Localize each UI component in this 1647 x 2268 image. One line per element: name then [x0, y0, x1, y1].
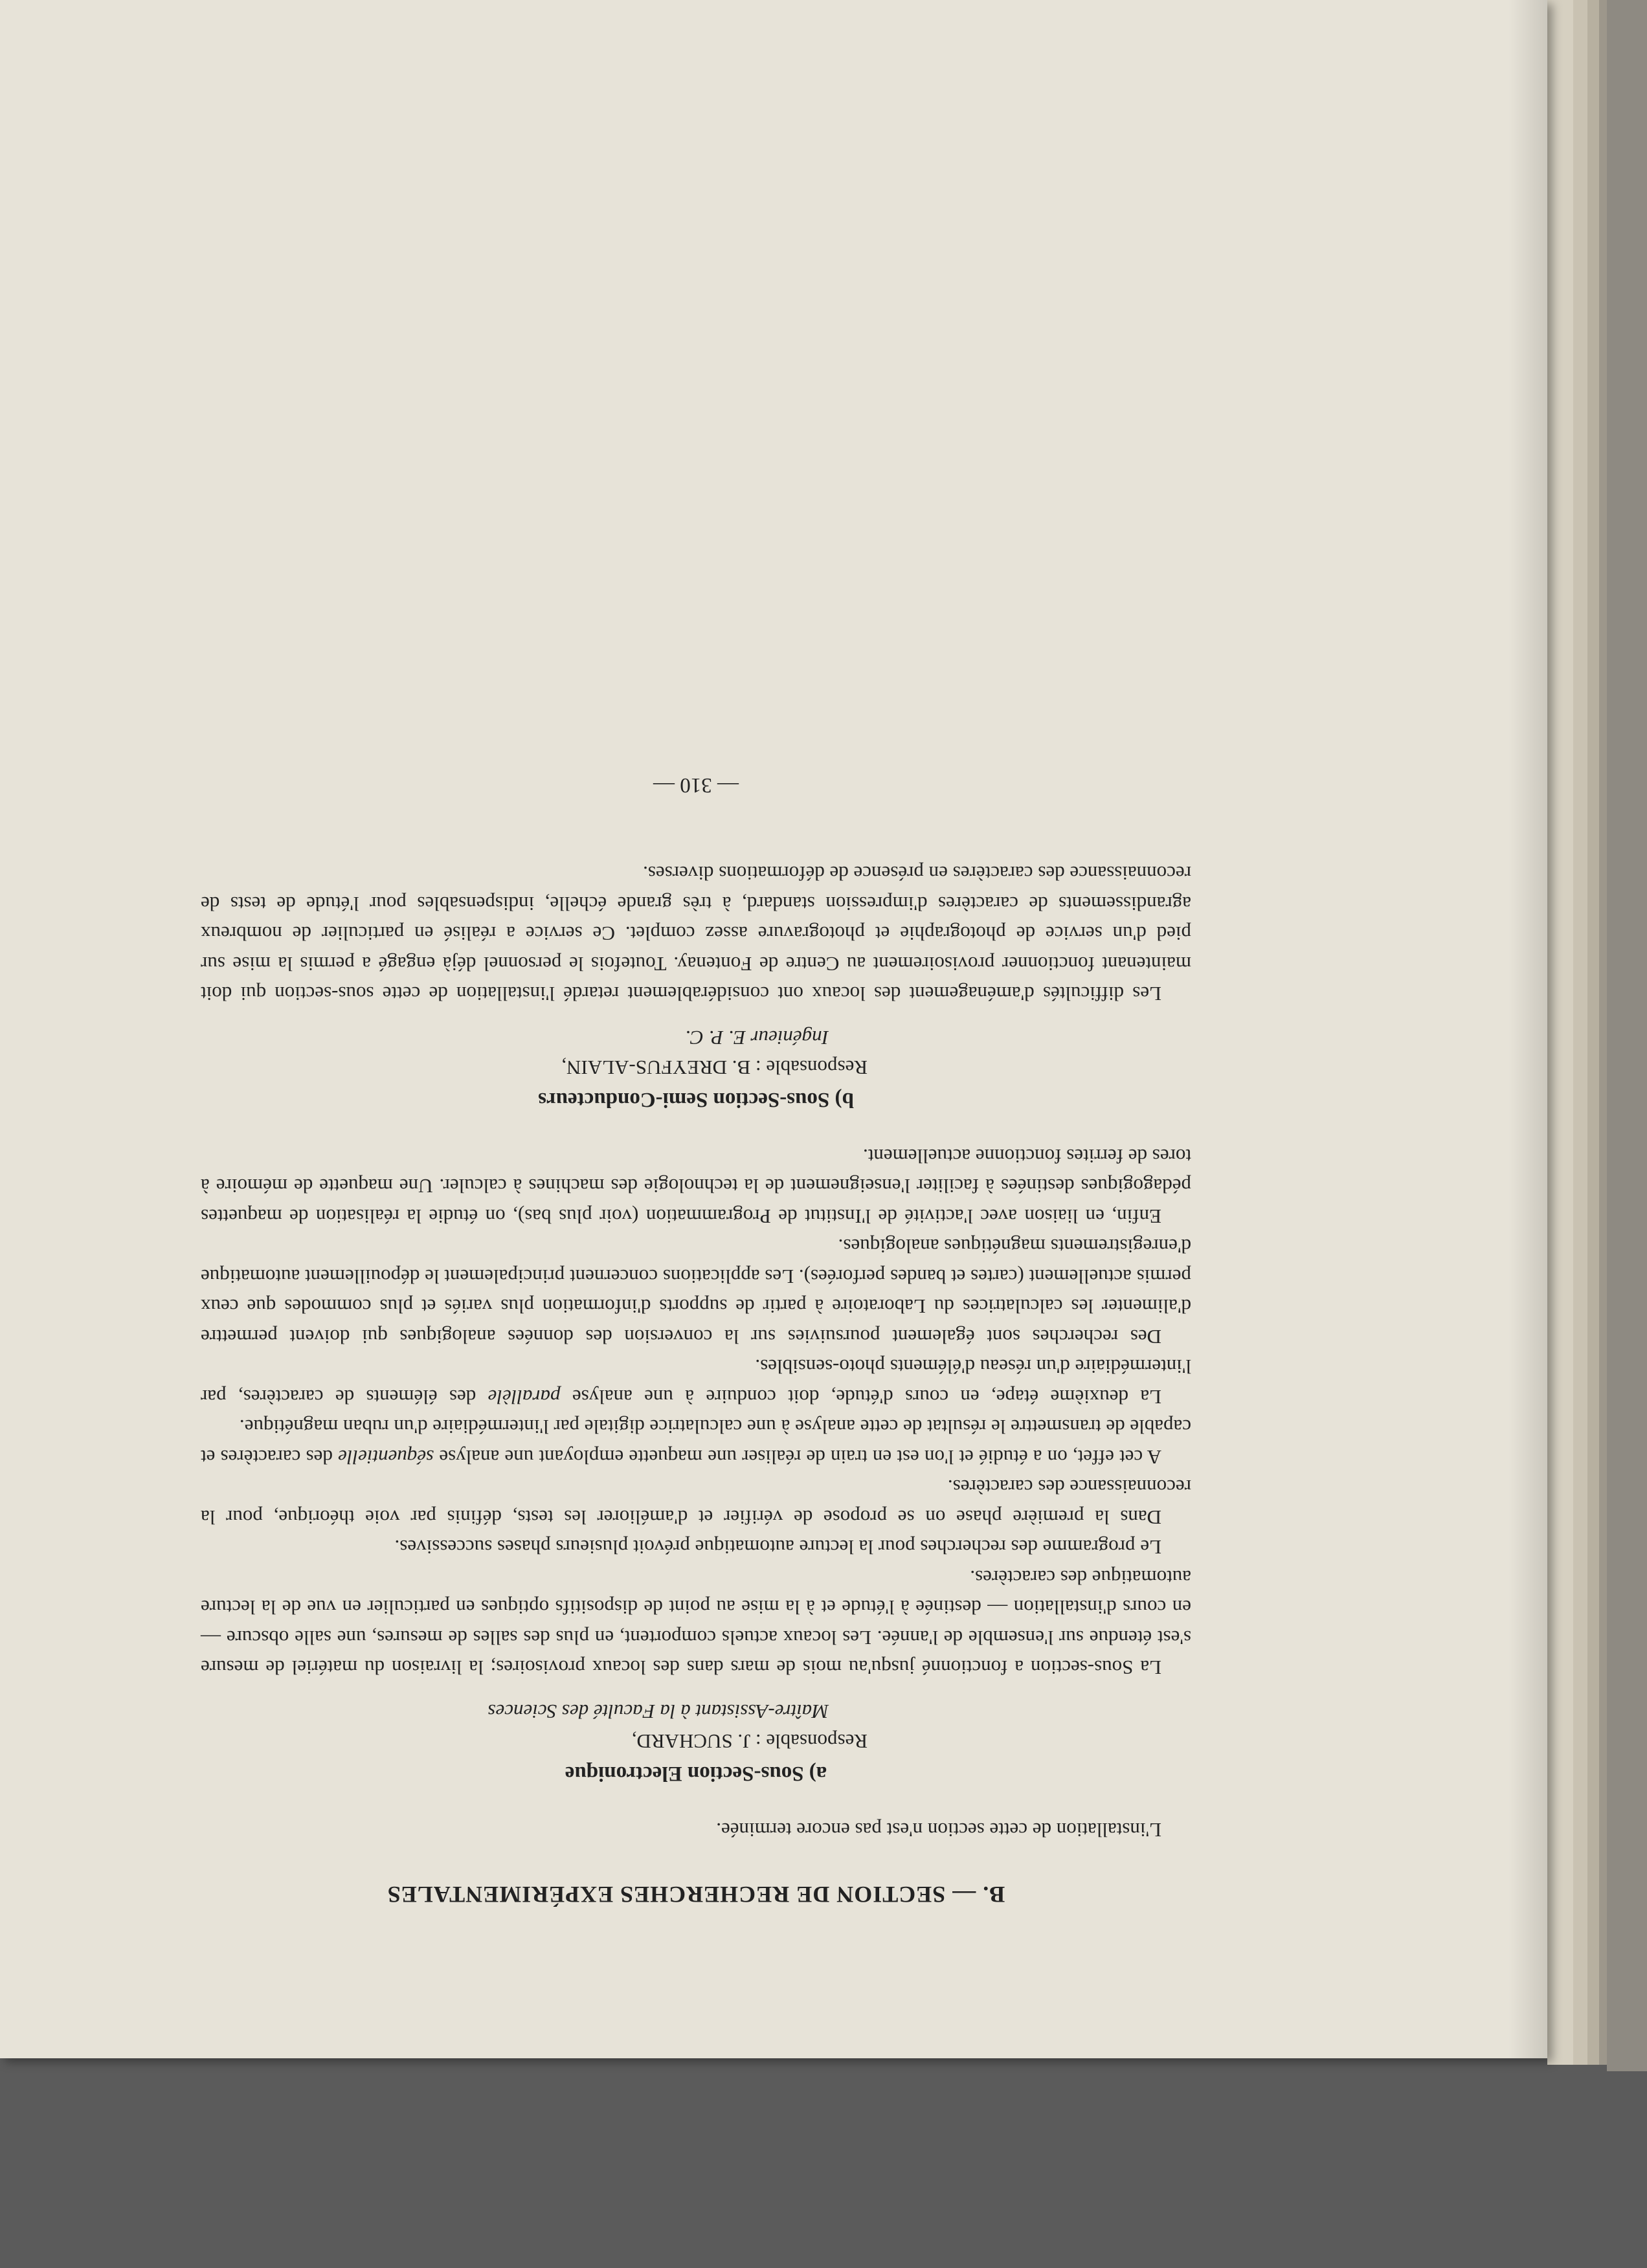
paragraph: Dans la première phase on se propose de vérifier et d'améliorer les tests, définis par voie théorique, pour la reconnaissance des caractères. — [201, 1476, 1191, 1529]
page-stack-edge — [1587, 0, 1599, 2065]
page-stack-edge — [1573, 0, 1587, 2065]
paragraph: Le programme des recherches pour la lecture automatique prévoit plusieurs phases successives. — [394, 1536, 1161, 1559]
paragraph: La Sous-section a fonctionné jusqu'au mois de mars dans des locaux provisoires; la livraison du matériel de mesure s'est étendue sur l'ensemble de l'année. Les locaux actuels comportent, en plus des salles de mesures, une salle obscure — en cours d'installation — destinée à l'étude et à la mise au point de dispositifs optiques en particulier en vue de la lecture automatique des caractères. — [201, 1566, 1191, 1680]
page-stack-edge — [1599, 0, 1607, 2065]
subsection-a-responsable: Responsable : J. SUCHARD, — [631, 1730, 868, 1753]
subsection-a-role: Maître-Assistant à la Faculté des Sciences — [487, 1700, 829, 1724]
section-title: B. — SECTION DE RECHERCHES EXPÉRIMENTALES — [387, 1882, 1005, 1907]
paragraph: A cet effet, on a étudié et l'on est en train de réaliser une maquette employant une analyse séquentielle des caractères et capable de transmettre le résultat de cette analyse à une calculatrice digitale par l'intermédiaire d'un ruban magnétique. — [201, 1416, 1191, 1469]
page-stack-edge — [1547, 0, 1573, 2065]
subsection-b-role: Ingénieur E. P. C. — [685, 1027, 829, 1050]
subsection-a-title: a) Sous-Section Electronique — [565, 1762, 827, 1786]
page-text-block — [201, 220, 1191, 1909]
paragraph: Les difficultés d'aménagement des locaux ont considérablement retardé l'installation de cette sous-section qui doit maintenant fonctionner provisoirement au Centre de Fontenay. Toutefois le personnel déjà engagé a permis la mise sur pied d'un service de photographie et photogravure assez complet. Ce service a réalisé en particulier de nombreux agrandissements de caractères d'impression standard, à très grande échelle, indispensables pour l'étude de tests de reconnaissance des caractères en présence de déformations diverses. — [201, 862, 1191, 1006]
page-number: — 310 — — [653, 773, 739, 797]
paragraph: Des recherches sont également poursuivies sur la conversion des données analogiques qui doivent permettre d'alimenter les calculatrices du Laboratoire à partir de supports d'information plus variés et plus commodes que ceux permis actuellement (cartes et bandes perforées). Les applications concernent principalement le dépouillement automatique d'enregistrements magnétiques analogiques. — [201, 1235, 1191, 1348]
subsection-b-title: b) Sous-Section Semi-Conducteurs — [538, 1088, 854, 1112]
paragraph: La deuxième étape, en cours d'étude, doit conduire à une analyse parallèle des éléments de caractères, par l'intermédiaire d'un réseau d'éléments photo-sensibles. — [201, 1355, 1191, 1408]
intro-paragraph: L'installation de cette section n'est pas encore terminée. — [716, 1819, 1161, 1841]
paragraph: Enfin, en liaison avec l'activité de l'Institut de Programmation (voir plus bas), on étudie la réalisation de maquettes pédagogiques destinées à faciliter l'enseignement de la technologie des machines à calculer. Une maquette de mémoire à tores de ferrites fonctionne actuellement. — [201, 1145, 1191, 1228]
book-cover-edge — [1607, 0, 1647, 2071]
subsection-b-responsable: Responsable : B. DREYFUS-ALAIN, — [561, 1056, 868, 1080]
spine-shadow — [1508, 0, 1547, 2058]
